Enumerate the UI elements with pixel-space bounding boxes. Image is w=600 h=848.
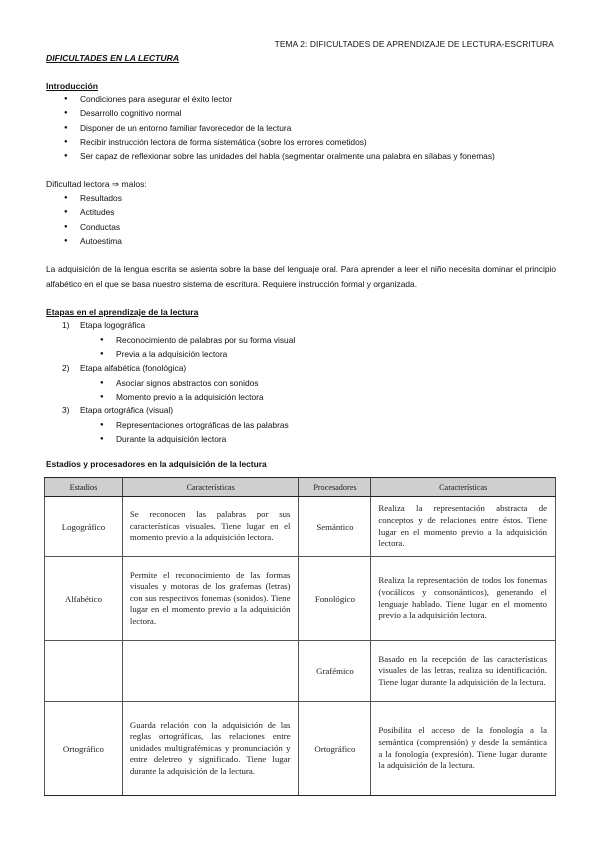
stage-label: Etapa alfabética (fonológica): [80, 363, 187, 373]
table-row: [45, 497, 556, 557]
list-item: ● Ser capaz de reflexionar sobre las unidades del habla (segmentar oralmente una palabra en sílabas y fonemas): [80, 149, 495, 163]
column-header: Características: [122, 478, 299, 497]
stage-cell: [45, 641, 123, 702]
stage-number: 1): [62, 320, 70, 330]
column-header: Estadios: [45, 478, 123, 497]
list-item: ● Autoestima: [80, 234, 122, 248]
list-item: ● Condiciones para asegurar el éxito lector: [80, 92, 495, 106]
list-item: ● Conductas: [80, 220, 122, 234]
table-header-row: [45, 478, 556, 497]
table-row: [45, 557, 556, 641]
stage-number: 2): [62, 363, 70, 373]
intro-paragraph: La adquisición de la lengua escrita se asienta sobre la base del lenguaje oral. Para aprender a leer el niño necesita dominar el principio alfabético en el que se basa nuestro sistema de escritura. Requiere instrucción formal y organizada.: [46, 264, 556, 289]
stage-item-orthographic: [62, 405, 173, 415]
page-header: TEMA 2: DIFICULTADES DE APRENDIZAJE DE LECTURA-ESCRITURA: [274, 39, 554, 49]
stages-heading: Etapas en el aprendizaje de la lectura: [46, 307, 199, 317]
stage-cell: Alfabético: [45, 557, 123, 641]
stage-number: 3): [62, 405, 70, 415]
stage-label: Etapa logográfica: [80, 320, 146, 330]
table-row: [45, 641, 556, 702]
stages-processors-table: [44, 477, 556, 796]
list-item: ● Momento previo a la adquisición lectora: [116, 390, 264, 404]
processor-cell: Ortográfico: [299, 702, 371, 796]
processor-description: Basado en la recepción de las características visuales de las letras, realiza su identificación. Tiene lugar durante la adquisición de la lectura.: [371, 641, 556, 702]
list-item: ● Representaciones ortográficas de las palabras: [116, 418, 289, 432]
column-header: Características: [371, 478, 556, 497]
list-item: ● Previa a la adquisición lectora: [116, 347, 295, 361]
list-item: ● Reconocimiento de palabras por su forma visual: [116, 333, 295, 347]
intro-list: [80, 92, 495, 163]
intro-heading: Introducción: [46, 81, 99, 91]
stage-description: Se reconocen las palabras por sus características visuales. Tiene lugar en el momento previo a la adquisición lectora.: [122, 497, 299, 557]
stage-sublist: [116, 333, 295, 362]
stage-item-alphabetic: [62, 363, 186, 373]
stage-item-logographic: [62, 320, 145, 330]
stage-sublist: [116, 376, 264, 405]
processor-description: Realiza la representación abstracta de conceptos y de relaciones entre éstos. Tiene lugar en el momento previo a la adquisición lectora.: [371, 497, 556, 557]
processor-cell: Grafémico: [299, 641, 371, 702]
list-item: ● Durante la adquisición lectora: [116, 432, 289, 446]
difficulty-list: [80, 191, 122, 248]
processor-cell: Fonológico: [299, 557, 371, 641]
stage-description: [122, 641, 299, 702]
table-row: [45, 702, 556, 796]
processor-description: Posibilita el acceso de la fonología a la semántica (comprensión) y desde la semántica a la fonología (expresión). Tiene lugar durante la adquisición de la lectura.: [371, 702, 556, 796]
stage-sublist: [116, 418, 289, 447]
difficulty-heading: Dificultad lectora ⇒ malos:: [46, 179, 147, 189]
list-item: ● Resultados: [80, 191, 122, 205]
processor-description: Realiza la representación de todos los fonemas (vocálicos y consonánticos), generando el lenguaje hablado. Tiene lugar en el momento previo a la adquisición lectora.: [371, 557, 556, 641]
stage-label: Etapa ortográfica (visual): [80, 405, 174, 415]
table-caption: Estadios y procesadores en la adquisición de la lectura: [46, 459, 267, 469]
list-item: ● Disponer de un entorno familiar favorecedor de la lectura: [80, 121, 495, 135]
stage-description: Guarda relación con la adquisición de las reglas ortográficas, las relaciones entre unidades multigrafémicas y pronunciación y entre deletreo y significado. Tiene lugar durante la adquisición de la lectura.: [122, 702, 299, 796]
list-item: ● Asociar signos abstractos con sonidos: [116, 376, 264, 390]
list-item: ● Actitudes: [80, 205, 122, 219]
page-title: DIFICULTADES EN LA LECTURA: [46, 53, 180, 63]
list-item: ● Desarrollo cognitivo normal: [80, 106, 495, 120]
column-header: Procesadores: [299, 478, 371, 497]
stage-cell: Logográfico: [45, 497, 123, 557]
processor-cell: Semántico: [299, 497, 371, 557]
list-item: ● Recibir instrucción lectora de forma sistemática (sobre los errores cometidos): [80, 135, 495, 149]
stage-cell: Ortográfico: [45, 702, 123, 796]
stage-description: Permite el reconocimiento de las formas visuales y motoras de los grafemas (letras) con sus respectivos fonemas (sonidos). Tiene lugar en el momento previo a la adquisición lectora.: [122, 557, 299, 641]
